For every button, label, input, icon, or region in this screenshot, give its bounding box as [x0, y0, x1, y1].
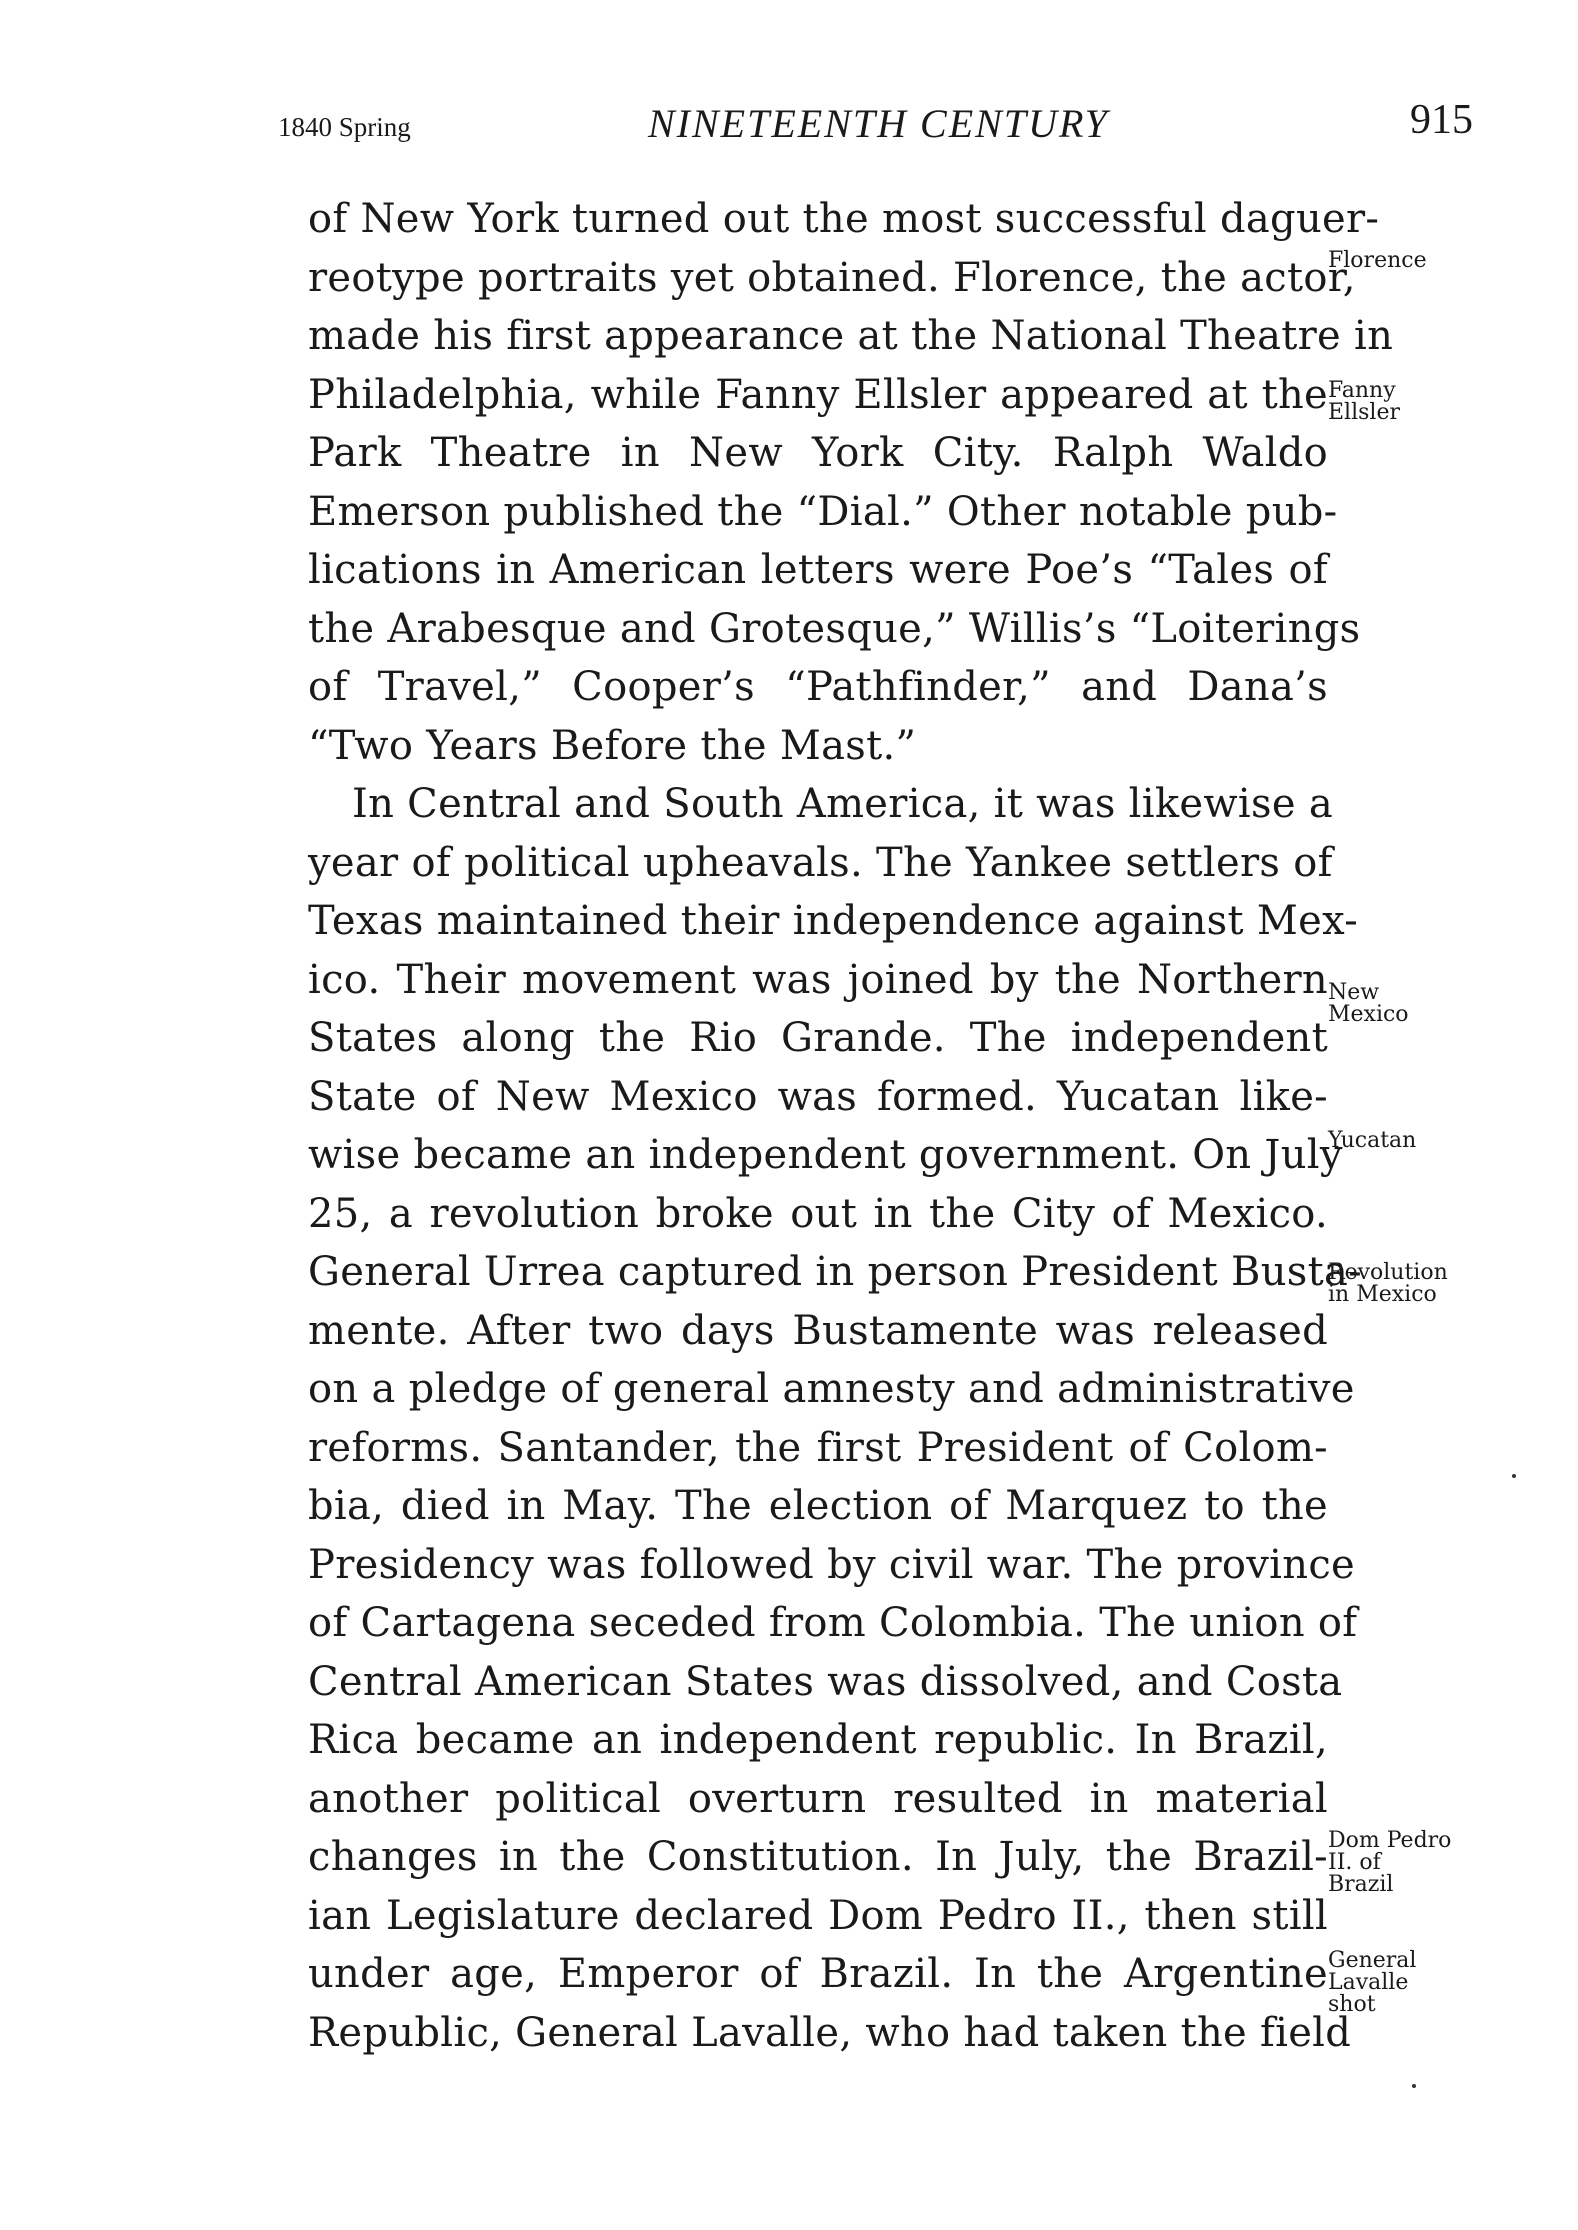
- text-line: of New York turned out the most successful daguer-: [308, 196, 1380, 242]
- margin-note-dom-pedro: Dom Pedro II. of Brazil: [1328, 1828, 1452, 1897]
- text-line: States along the Rio Grande. The independent: [308, 1015, 1328, 1061]
- text-line: of Cartagena seceded from Colombia. The union of: [308, 1600, 1358, 1646]
- margin-note-general-lavalle: General Lavalle shot: [1328, 1948, 1417, 2017]
- text-line: lications in American letters were Poe’s “Tales of: [308, 547, 1328, 593]
- text-line: 25, a revolution broke out in the City of Mexico.: [308, 1190, 1328, 1237]
- text-line: reotype portraits yet obtained. Florence, the actor,: [308, 254, 1356, 301]
- text-line: reforms. Santander, the first President of Colom-: [308, 1424, 1328, 1471]
- text-line: bia, died in May. The election of Marquez to the: [308, 1483, 1328, 1529]
- text-line: Emerson published the “Dial.” Other notable pub-: [308, 488, 1338, 535]
- text-line: changes in the Constitution. In July, the Brazil-: [308, 1834, 1328, 1880]
- text-line: Philadelphia, while Fanny Ellsler appeared at the: [308, 371, 1328, 418]
- running-head-title: NINETEENTH CENTURY: [648, 101, 1109, 146]
- text-line: Presidency was followed by civil war. The province: [308, 1541, 1356, 1588]
- margin-note-revolution-in-mexico: Revolution in Mexico: [1328, 1260, 1448, 1307]
- text-line: Park Theatre in New York City. Ralph Waldo: [308, 430, 1328, 476]
- text-line: of Travel,” Cooper’s “Pathfinder,” and Dana’s: [308, 664, 1328, 710]
- text-line: In Central and South America, it was likewise a: [352, 781, 1333, 827]
- text-line: State of New Mexico was formed. Yucatan like-: [308, 1073, 1328, 1120]
- text-line: ian Legislature declared Dom Pedro II., then still: [308, 1892, 1328, 1939]
- text-line: another political overturn resulted in material: [308, 1775, 1328, 1822]
- text-line: General Urrea captured in person President Busta-: [308, 1249, 1362, 1295]
- margin-note-florence: Florence: [1328, 248, 1427, 273]
- text-line: under age, Emperor of Brazil. In the Argentine: [308, 1951, 1328, 1997]
- print-speck: [1512, 1474, 1516, 1478]
- text-line: Republic, General Lavalle, who had taken the field: [308, 2009, 1352, 2056]
- text-line: mente. After two days Bustamente was released: [308, 1307, 1328, 1354]
- text-line: the Arabesque and Grotesque,” Willis’s “Loiterings: [308, 605, 1361, 652]
- text-line: on a pledge of general amnesty and administrative: [308, 1366, 1355, 1412]
- print-speck: [1412, 2084, 1416, 2088]
- text-line: wise became an independent government. On July: [308, 1132, 1343, 1178]
- margin-note-yucatan: Yucatan: [1328, 1128, 1417, 1153]
- text-line: Rica became an independent republic. In Brazil,: [308, 1717, 1328, 1763]
- page-number: 915: [1410, 97, 1473, 143]
- margin-note-new-mexico: New Mexico: [1328, 980, 1409, 1027]
- text-line: year of political upheavals. The Yankee settlers of: [308, 839, 1333, 886]
- running-head-left: 1840 Spring: [278, 112, 411, 142]
- margin-note-fanny-ellsler: Fanny Ellsler: [1328, 378, 1400, 425]
- text-line: ico. Their movement was joined by the Northern: [308, 956, 1328, 1003]
- text-line: Texas maintained their independence against Mex-: [308, 898, 1359, 944]
- text-line: “Two Years Before the Mast.”: [308, 722, 917, 769]
- text-line: made his first appearance at the National Theatre in: [308, 313, 1394, 359]
- text-line: Central American States was dissolved, and Costa: [308, 1658, 1343, 1705]
